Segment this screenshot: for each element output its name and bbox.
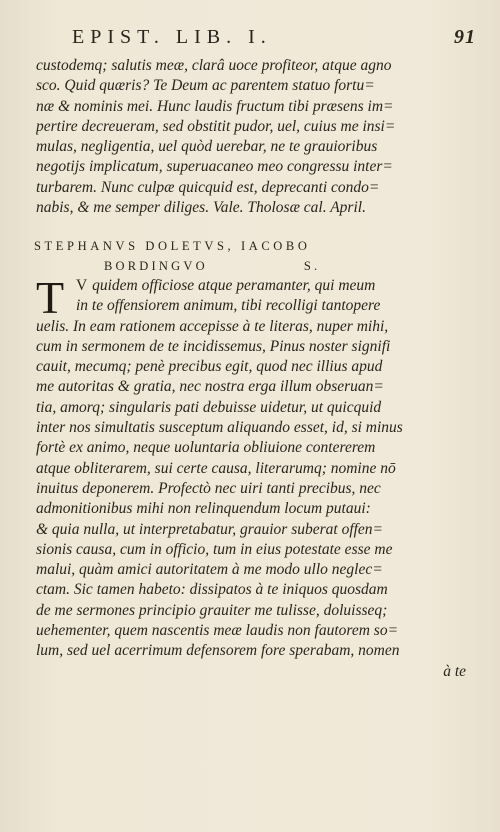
text-line: uelis. In eam rationem accepisse à te literas, nuper mihi, [36,317,389,335]
text-line: cauit, mecumq; penè precibus egit, quod nec illius apud [36,358,383,376]
recipient-name: BORDINGVO [104,259,208,273]
text-line: inuitus deponerem. Profectò nec uiri tanti precibus, nec [36,479,381,497]
text-line-first [36,276,466,296]
text-line: & quia nulla, ut interpretabatur, grauior suberat offen= [36,520,384,538]
text-line: sionis causa, cum in officio, tum in eius potestate esse me [36,540,393,558]
text-line: nabis, & me semper diliges. Vale. Tholosæ cal. April. [36,199,366,217]
text-line: malui, quàm amici autoritatem à me modo ullo neglec= [36,561,383,579]
catchword: à te [443,662,466,680]
first-letters: V [76,277,89,294]
text-line: admonitionibus mihi non relinquendum locum putaui: [36,500,371,518]
letter-one-body [36,56,466,218]
text-line: in te offensiorem animum, tibi recolligi tantopere [76,297,381,315]
text-line: atque obliterarem, sui certe causa, literarumq; nomine nō [36,459,396,477]
drop-cap-initial: T [36,272,65,323]
text-line: fortè ex animo, neque uoluntaria obliuione contererem [36,439,376,457]
text-line: de me sermones principio grauiter me tulisse, doluisseq; [36,601,388,619]
text-line: pertire decreueram, sed obstitit pudor, uel, cuius me insi= [36,117,396,135]
text-line: custodemq; salutis meæ, clarâ uoce profiteor, atque agno [36,57,392,74]
text-line: negotijs implicatum, superuacaneo meo congressu inter= [36,158,393,176]
text-line: me autoritas & gratia, nec nostra erga illum obseruan= [36,378,384,396]
letter-two-body [36,272,466,682]
text-line: lum, sed uel acerrimum defensorem fore sperabam, nomen [36,642,400,660]
running-title: EPIST. LIB. I. [72,26,272,48]
first-line-rest: quidem officiose atque peramanter, qui meum [88,277,376,294]
text-line: ctam. Sic tamen habeto: dissipatos à te iniquos quosdam [36,581,388,599]
text-line: tia, amorq; singularis pati debuisse uidetur, ut quicquid [36,398,382,416]
letter-address-line-1: STEPHANVS DOLETVS, IACOBO [34,239,311,253]
text-line: uehementer, quem nascentis meæ laudis non fautorem so= [36,622,399,640]
letter-address-line-2 [104,259,500,274]
text-line: turbarem. Nunc culpæ quicquid est, deprecanti condo= [36,178,380,196]
page-header [36,26,476,48]
text-line: sco. Quid quæris? Te Deum ac parentem statuo fortu= [36,77,375,95]
text-line: inter nos simultatis susceptum aliquando esset, id, si minus [36,419,403,437]
salutation: S. [303,259,321,273]
page-number: 91 [454,26,476,48]
text-line: cum in sermonem de te incidissemus, Pinus noster signifi [36,337,391,355]
text-line: mulas, negligentia, uel quòd uerebar, ne te grauioribus [36,138,378,156]
text-line: næ & nominis mei. Hunc laudis fructum tibi præsens im= [36,97,394,115]
